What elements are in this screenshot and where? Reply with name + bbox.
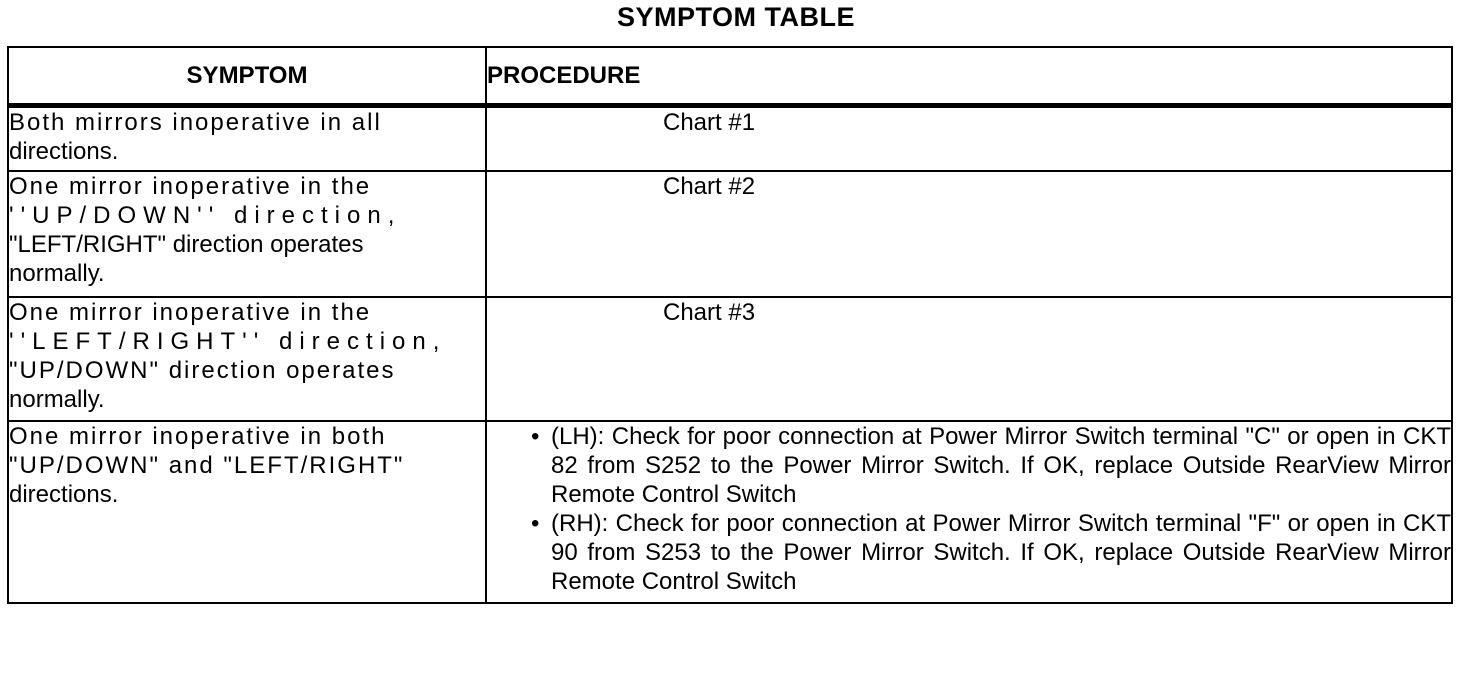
table-row [8,297,1452,421]
table-row [8,171,1452,297]
chart-reference: Chart #2 [663,173,756,200]
symptom-column-header: SYMPTOM [8,47,486,106]
procedure-column-header: PROCEDURE [486,47,1452,106]
symptom-line: directions. [9,138,119,165]
symptom-line: Both mirrors inoperative in all [9,109,382,136]
procedure-cell [486,297,1452,421]
procedure-cell [486,421,1452,603]
symptom-line: normally. [9,386,105,413]
symptom-cell [8,106,486,172]
symptom-table [7,46,1453,604]
table-header-row [8,47,1452,106]
procedure-cell [486,106,1452,172]
page-title: SYMPTOM TABLE [616,2,855,32]
bullet-icon: • [531,423,540,450]
table-row [8,106,1452,172]
procedure-item-lh [527,422,1451,509]
symptom-line: ''UP/DOWN'' direction, [9,202,402,229]
symptom-line: One mirror inoperative in the [9,173,372,200]
symptom-line: "LEFT/RIGHT" direction operates [9,231,364,258]
procedure-item-text: (LH): Check for poor connection at Power Mirror Switch terminal "C" or open in CKT 82 from S252 to the Power Mirror Switch. If OK, replace Outside RearView Mirror Remote Control Switch [551,423,1451,508]
chart-reference: Chart #3 [663,299,756,326]
table-row [8,421,1452,603]
procedure-item-text: (RH): Check for poor connection at Power Mirror Switch terminal "F" or open in CKT 90 from S253 to the Power Mirror Switch. If OK, replace Outside RearView Mirror Remote Control Switch [551,510,1451,595]
symptom-cell [8,171,486,297]
symptom-cell [8,297,486,421]
procedure-list [487,422,1451,596]
chart-reference: Chart #1 [663,109,756,136]
symptom-line: "UP/DOWN" direction operates [9,357,396,384]
symptom-line: One mirror inoperative in the [9,299,372,326]
symptom-line: normally. [9,260,105,287]
symptom-line: "UP/DOWN" and "LEFT/RIGHT" [9,452,405,479]
procedure-cell [486,171,1452,297]
bullet-icon: • [531,510,540,537]
symptom-cell [8,421,486,603]
symptom-line: One mirror inoperative in both [9,423,387,450]
symptom-line: ''LEFT/RIGHT'' direction, [9,328,447,355]
symptom-line: directions. [9,481,119,508]
procedure-item-rh [527,509,1451,596]
